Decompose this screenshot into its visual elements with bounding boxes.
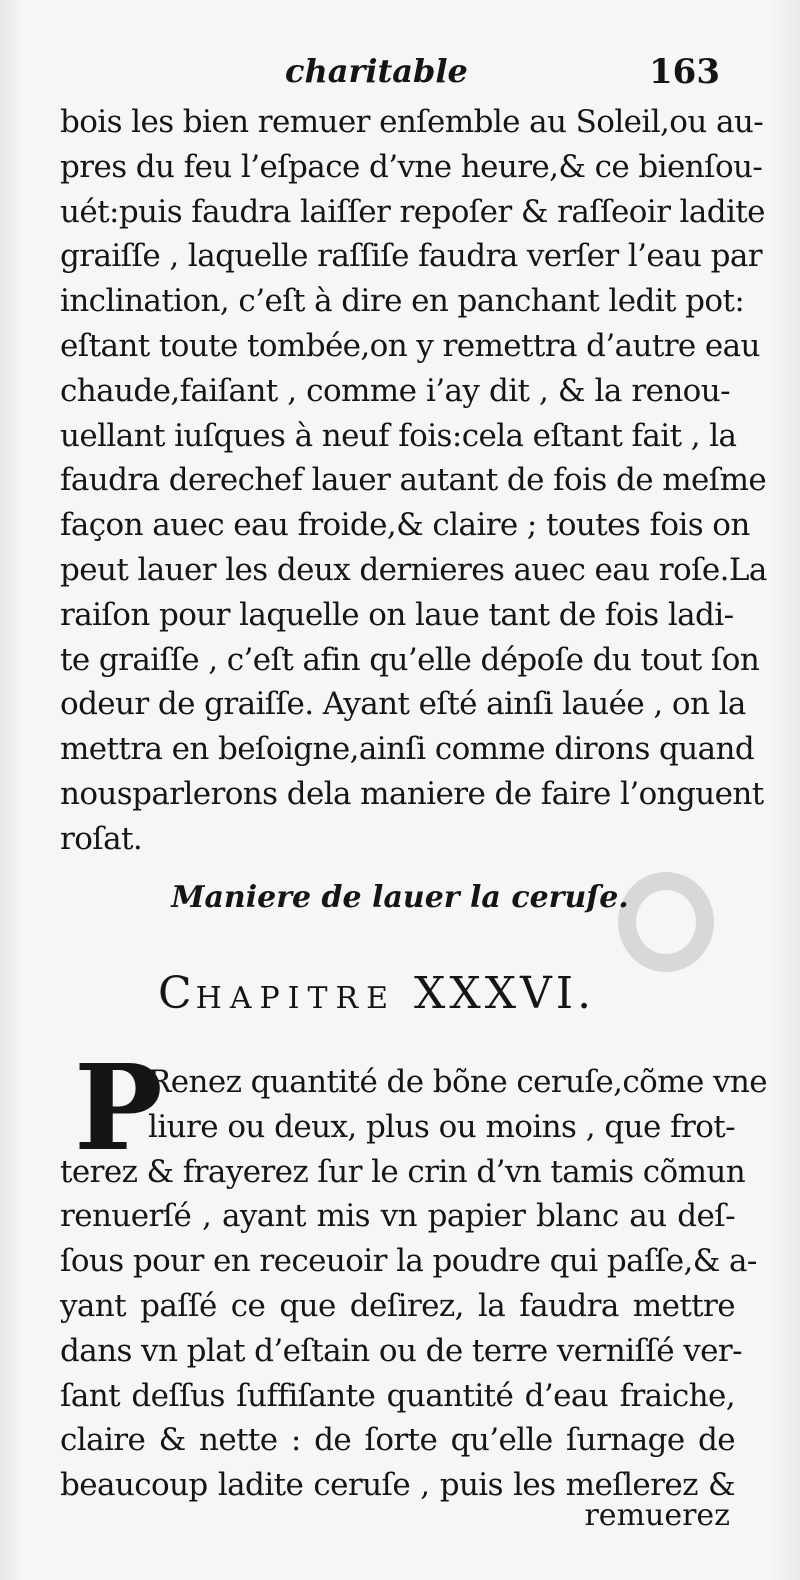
text-line: inclination, c’eſt à dire en panchant ledit pot: <box>60 283 745 320</box>
text-line: faudra derechef lauer autant de fois de meſme <box>60 462 767 499</box>
section-title: Maniere de lauer la ceruſe. <box>171 880 629 915</box>
chapter-heading-initial: C <box>158 968 196 1019</box>
text-line: pres du feu l’eſpace d’vne heure,& ce bienſou- <box>60 148 763 185</box>
text-line: uét:puis faudra laiſſer repoſer & raſſeoir ladite <box>60 193 765 230</box>
text-line: façon auec eau froide,& claire ; toutes fois on <box>60 507 750 544</box>
catchword: remuerez <box>584 1498 730 1533</box>
page-number: 163 <box>649 52 720 92</box>
text-line: mettra en beſoigne,ainſi comme dirons quand <box>60 731 755 768</box>
text-line: bois les bien remuer enſemble au Soleil,ou au- <box>60 104 764 140</box>
text-line-last: roſat. <box>60 820 143 857</box>
drop-cap: P <box>74 1038 163 1177</box>
chapter-paragraph <box>60 1038 767 1508</box>
text-line: Renez quantité de bõne ceruſe,cõme vne <box>148 1064 767 1100</box>
text-line: uellant iuſques à neuf fois:cela eſtant fait , la <box>60 417 737 454</box>
text-line: raiſon pour laquelle on laue tant de fois ladi- <box>60 596 734 633</box>
text-line: dans vn plat d’eſtain ou de terre verniſſé ver- <box>60 1332 742 1369</box>
text-line: graiſſe , laquelle raſſiſe faudra verſer l’eau par <box>60 238 762 275</box>
chapter-numeral: XXXVI. <box>414 968 596 1019</box>
text-line: renuerſé , ayant mis vn papier blanc au deſ- <box>60 1198 735 1235</box>
text-line: ſous pour en receuoir la poudre qui paſſe,& a- <box>60 1243 757 1280</box>
chapter-heading-word: HAPITRE <box>195 981 397 1016</box>
text-line: te graiſſe , c’eſt afin qu’elle dépoſe du tout ſon <box>60 641 760 678</box>
text-line: beaucoup ladite ceruſe , puis les meſlerez & <box>60 1467 735 1504</box>
chapter-heading <box>158 968 595 1019</box>
text-line: ſant deſſus ſuffiſante quantité d’eau fraiche, <box>60 1377 735 1414</box>
page-header <box>60 52 720 102</box>
paragraph-continued <box>60 100 767 862</box>
text-line: peut lauer les deux dernieres auec eau roſe.La <box>60 551 767 588</box>
text-line: eſtant toute tombée,on y remettra d’autre eau <box>60 327 760 364</box>
running-head: charitable <box>285 52 468 90</box>
text-line: terez & frayerez ſur le crin d’vn tamis cõmun <box>60 1153 746 1190</box>
text-line: yant paſſé ce que deſirez, la faudra mettre <box>60 1287 735 1324</box>
text-line: chaude,faiſant , comme i’ay dit , & la renou- <box>60 372 730 409</box>
text-line: liure ou deux, plus ou moins , que frot- <box>148 1108 735 1145</box>
text-line: nousparlerons dela maniere de faire l’onguent <box>60 775 764 812</box>
text-line: claire & nette : de ſorte qu’elle ſurnage de <box>60 1422 735 1459</box>
text-line: odeur de graiſſe. Ayant eſté ainſi lauée , on la <box>60 686 746 723</box>
